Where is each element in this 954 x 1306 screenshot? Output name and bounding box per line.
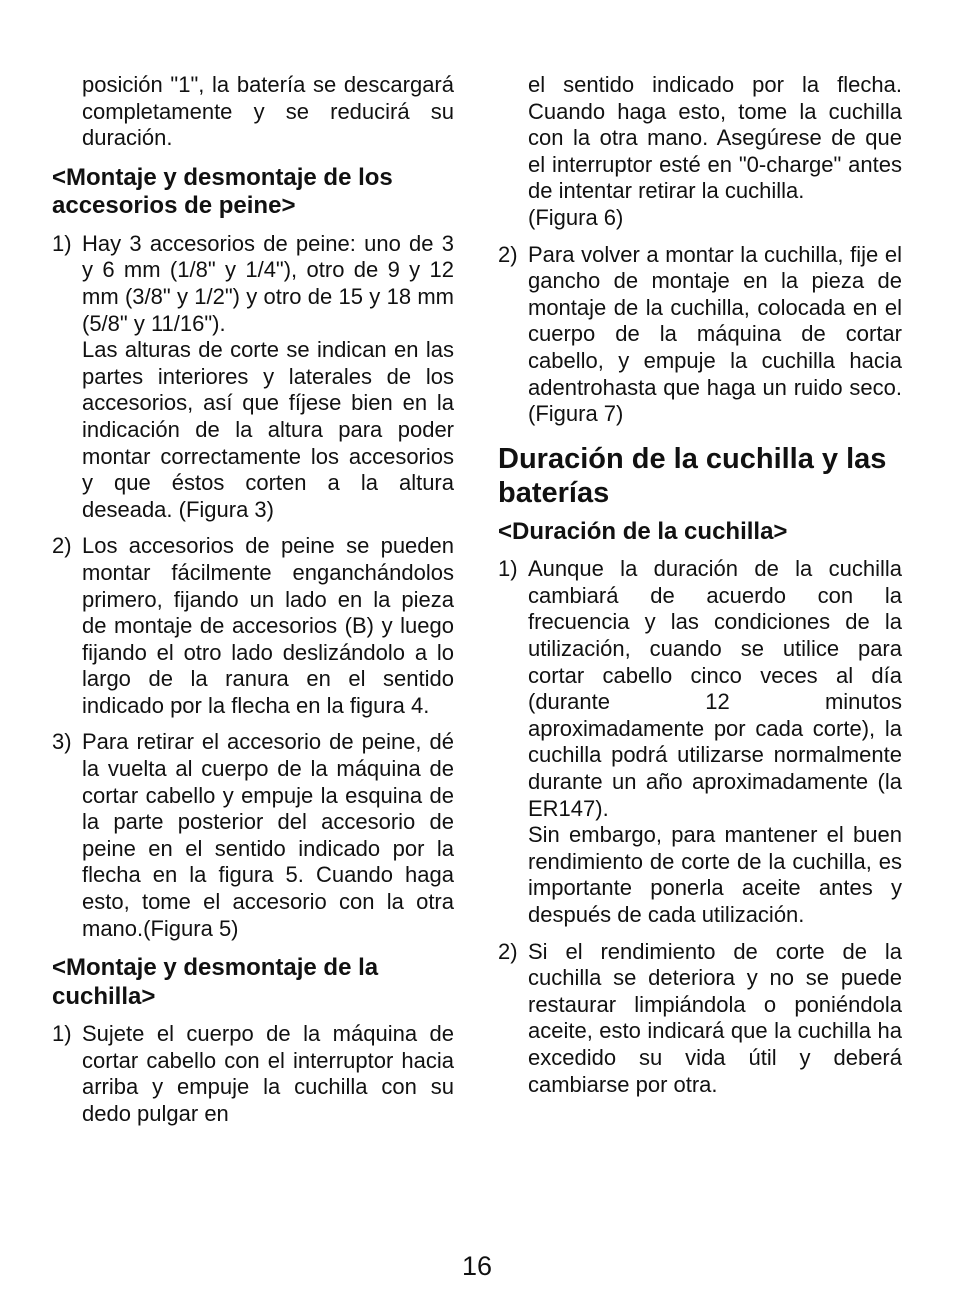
list-item — [498, 242, 902, 428]
list-item — [52, 533, 454, 719]
item-text: Hay 3 accesorios de peine: uno de 3 y 6 mm (1/8" y 1/4"), otro de 9 y 12 mm (3/8" y 1/2") y otro de 15 y 18 mm (5/8" y 11/16"). — [82, 230, 454, 336]
item-number: 2) — [52, 533, 72, 559]
intro-paragraph: posición "1", la batería se descargará completamente y se reducirá su duración. — [82, 72, 454, 151]
item-text: Si el rendimiento de corte de la cuchilla se deteriora y no se puede restaurar limpiándola o poniéndola aceite, esto indicará que la cuchilla ha excedido su vida útil y deberá cambiarse por otra. — [528, 938, 902, 1097]
item-number: 1) — [498, 556, 518, 582]
item-text: Sujete el cuerpo de la máquina de cortar cabello con el interruptor hacia arriba y empuje la cuchilla con su dedo pulgar en — [82, 1021, 454, 1126]
item-text: Los accesorios de peine se pueden montar fácilmente enganchándolos primero, fijando un lado en la pieza de montaje de accesorios (B) y luego fijando el otro lado deslizándolo a lo largo de la ranura en el sentido indicado por la flecha en la figura 4. — [82, 533, 454, 718]
section-heading-comb-attachments: <Montaje y desmontaje de los accesorios de peine> — [52, 163, 393, 220]
main-heading-blade-battery-life: Duración de la cuchilla y las baterías — [498, 442, 887, 509]
item-number: 2) — [498, 938, 518, 964]
item-text: Aunque la duración de la cuchilla cambiará de acuerdo con la frecuencia y las condiciones de la utilización, cuando se utilice para cortar cabello cinco veces al día (durante 12 minutos aproximadamente por cada corte), la cuchilla podrá utilizarse normalmente durante un año aproximadamente (la ER147). — [528, 556, 902, 821]
list-item — [498, 939, 902, 1099]
section-heading-blade: <Montaje y desmontaje de la cuchilla> — [52, 954, 379, 1010]
left-column — [52, 72, 454, 1128]
list-item — [52, 231, 454, 524]
item-text: Para volver a montar la cuchilla, fije el gancho de montaje en la pieza de montaje de la cuchilla, colocada en el cuerpo de la máquina de cortar cabello, y empuje la cuchilla hacia adentrohasta que haga un ruido seco. (Figura 7) — [528, 241, 902, 427]
item-text: Para retirar el accesorio de peine, dé la vuelta al cuerpo de la máquina de cortar cabello y empuje la esquina de la parte posterior del accesorio de peine en el sentido indicado por la flecha en la figura 5. Cuando haga esto, tome el accesorio con la otra mano.(Figura 5) — [82, 729, 454, 941]
item-number: 3) — [52, 729, 72, 755]
item-number: 1) — [52, 230, 72, 256]
item-extra-text: Las alturas de corte se indican en las partes interiores y laterales de los accesorios, así que fíjese bien en la indicación de la altura para poder montar correctamente los accesorios y que éstos corten a la altura deseada. (Figura 3) — [82, 337, 454, 522]
item-number: 2) — [498, 241, 518, 267]
page-number: 16 — [461, 1251, 493, 1281]
section-heading-blade-life: <Duración de la cuchilla> — [498, 517, 788, 545]
list-item — [52, 1021, 454, 1127]
item-extra-text: Sin embargo, para mantener el buen rendimiento de corte de la cuchilla, es importante ponerla aceite antes y después de cada utilización. — [528, 822, 902, 927]
continuation-figure-ref: (Figura 6) — [528, 204, 624, 230]
right-column — [498, 72, 902, 1098]
continuation-paragraph: el sentido indicado por la flecha. Cuando haga esto, tome la cuchilla con la otra mano. Asegúrese de que el interruptor esté en "0-charge" antes de intentar retirar la cuchilla. — [528, 72, 902, 204]
list-item — [52, 729, 454, 942]
item-number: 1) — [52, 1021, 72, 1047]
list-item — [498, 556, 902, 928]
